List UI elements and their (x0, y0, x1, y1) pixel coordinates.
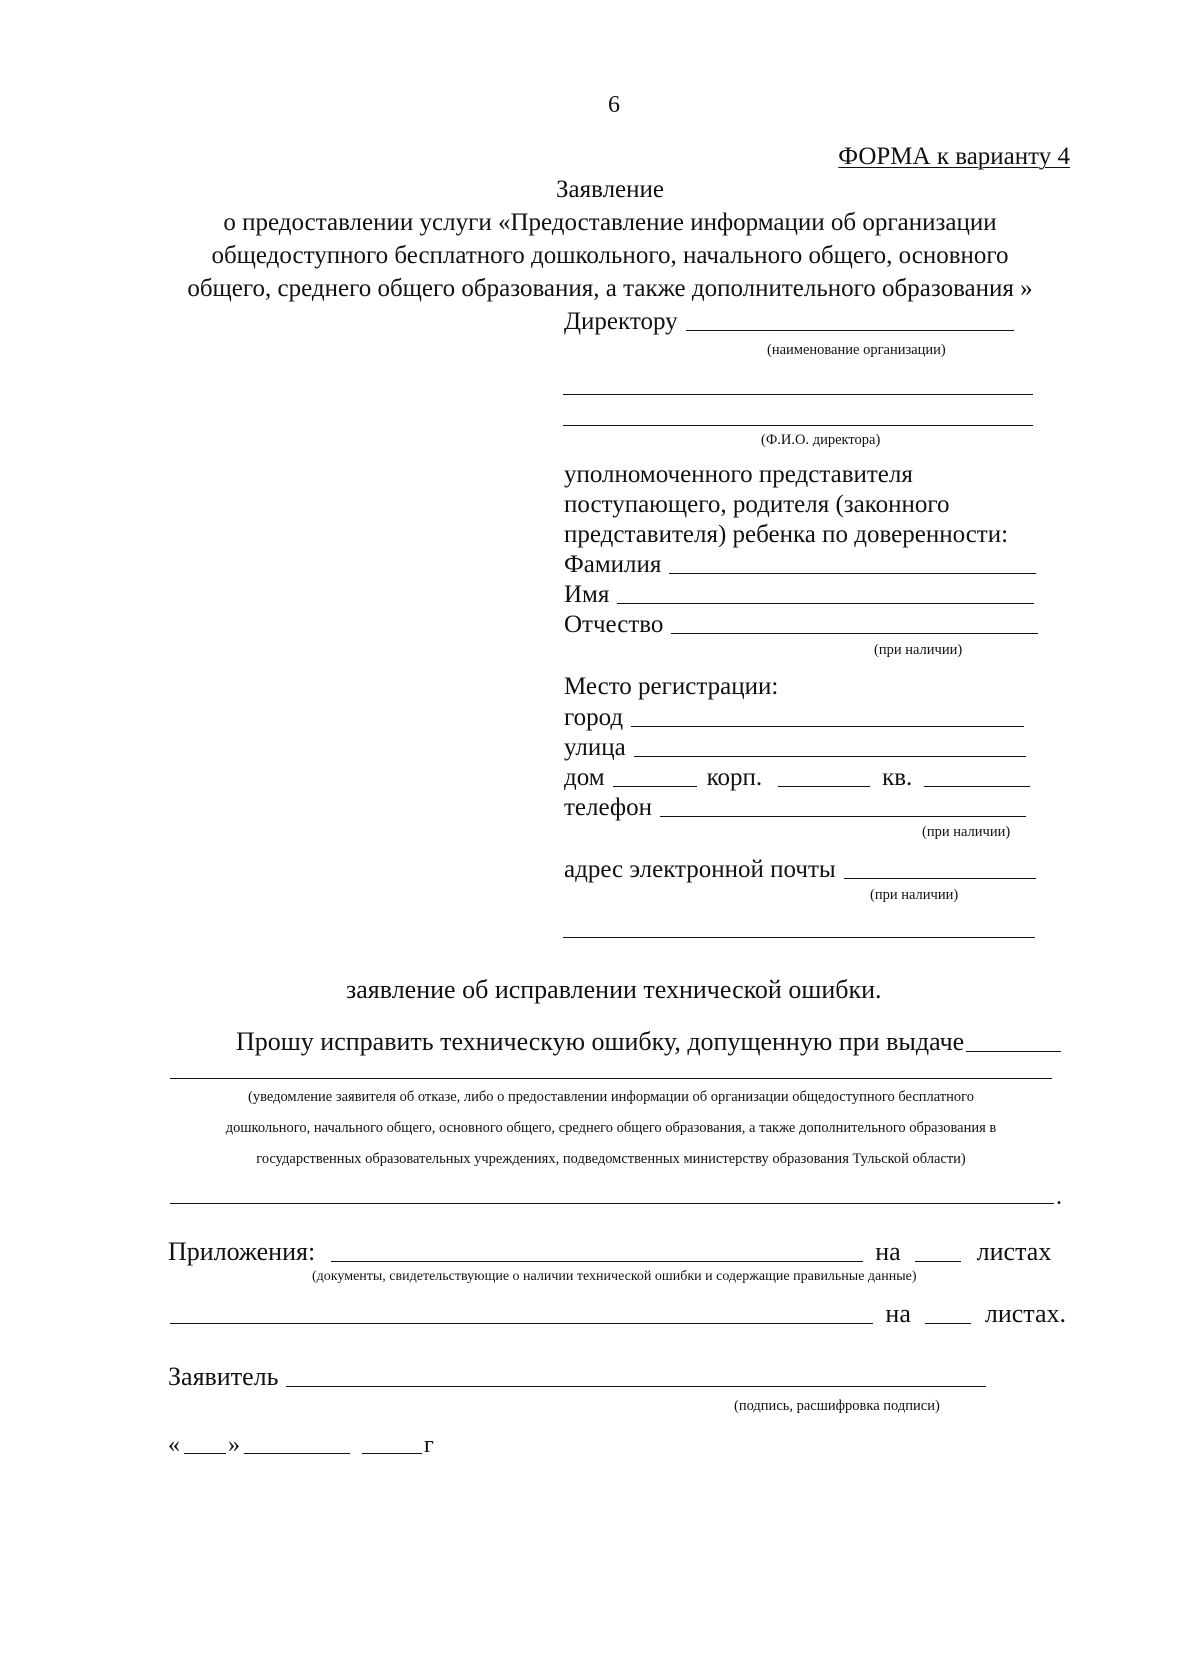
surname-label: Фамилия (564, 551, 662, 578)
email-field[interactable] (844, 878, 1036, 879)
building-field[interactable] (778, 786, 870, 787)
date-year-suffix: г (424, 1432, 434, 1458)
email-row (564, 855, 1036, 885)
registration-label: Место регистрации: (564, 673, 779, 700)
date-day-field[interactable] (184, 1453, 226, 1454)
representative-line-1: уполномоченного представителя (564, 461, 913, 488)
applicant-caption: (подпись, расшифровка подписи) (734, 1398, 940, 1414)
notice-caption-3: государственных образовательных учреждениях, подведомственных министерству образования Тульской области) (256, 1151, 966, 1167)
patronymic-row (564, 610, 1038, 640)
subtitle-line-1: о предоставлении услуги «Предоставление информации об организации (223, 209, 997, 236)
attachments-field[interactable] (331, 1261, 863, 1262)
street-field[interactable] (634, 756, 1026, 757)
attachments-on-label-2: на (885, 1299, 911, 1328)
representative-line-2: поступающего, родителя (законного (564, 491, 950, 518)
attachments-sheets-label: листах (976, 1237, 1052, 1266)
request-line-2[interactable] (170, 1078, 1052, 1079)
request-row (236, 1027, 1061, 1057)
notice-caption-1: (уведомление заявителя об отказе, либо о предоставлении информации об организации общедоступного бесплатного (248, 1089, 974, 1105)
apartment-label: кв. (882, 764, 913, 791)
page-number: 6 (608, 92, 620, 118)
date-close-quote: » (228, 1432, 240, 1458)
request-field[interactable] (966, 1051, 1061, 1052)
phone-caption: (при наличии) (922, 824, 1011, 840)
surname-field[interactable] (669, 573, 1036, 574)
subtitle-line-2: общедоступного бесплатного дошкольного, начального общего, основного (211, 242, 1009, 269)
form-label: ФОРМА к варианту 4 (838, 143, 1070, 170)
attachments-count-field-2[interactable] (925, 1323, 971, 1324)
patronymic-caption: (при наличии) (874, 642, 963, 658)
name-label: Имя (564, 581, 610, 608)
email-caption: (при наличии) (870, 887, 959, 903)
subtitle-line-3: общего, среднего общего образования, а также дополнительного образования » (187, 275, 1033, 302)
attachments-count-field[interactable] (915, 1261, 961, 1262)
surname-row (564, 550, 1036, 580)
director-label: Директору (564, 308, 678, 335)
name-row (564, 580, 1034, 610)
house-row (564, 763, 1030, 793)
attachments-row (168, 1237, 1060, 1267)
statement-heading: заявление об исправлении технической ошибки. (346, 975, 882, 1004)
city-label: город (564, 704, 624, 731)
request-text: Прошу исправить техническую ошибку, допущенную при выдаче (236, 1027, 965, 1056)
extra-line[interactable] (563, 937, 1035, 938)
house-label: дом (564, 764, 605, 791)
attachments-field-2[interactable] (170, 1323, 873, 1324)
name-field[interactable] (617, 603, 1034, 604)
attachments-sheets-label-2: листах. (984, 1299, 1066, 1328)
phone-field[interactable] (660, 816, 1026, 817)
street-row (564, 733, 1026, 763)
attachments-row-2 (170, 1299, 1066, 1329)
patronymic-label: Отчество (564, 611, 664, 638)
building-label: корп. (706, 764, 763, 791)
notice-caption-2: дошкольного, начального общего, основного общего, среднего общего образования, а также дополнительного образования в (225, 1120, 997, 1136)
director-fio-caption: (Ф.И.О. директора) (761, 432, 881, 448)
director-row (564, 307, 1014, 337)
apartment-field[interactable] (924, 786, 1030, 787)
representative-line-3: представителя) ребенка по доверенности: (564, 521, 1009, 548)
city-field[interactable] (631, 726, 1024, 727)
director-fio-line-2[interactable] (563, 425, 1033, 426)
street-label: улица (564, 734, 626, 761)
email-label: адрес электронной почты (564, 856, 836, 883)
notice-line[interactable] (170, 1203, 1054, 1204)
applicant-label: Заявитель (168, 1362, 279, 1391)
date-row (168, 1430, 434, 1460)
applicant-signature-field[interactable] (286, 1386, 986, 1387)
attachments-caption: (документы, свидетельствующие о наличии технической ошибки и содержащие правильные данные) (312, 1269, 917, 1284)
city-row (564, 703, 1024, 733)
phone-label: телефон (564, 794, 652, 821)
org-caption: (наименование организации) (767, 342, 946, 358)
phone-row (564, 793, 1026, 823)
org-name-field[interactable] (686, 330, 1014, 331)
house-field[interactable] (613, 786, 697, 787)
attachments-label: Приложения: (168, 1237, 316, 1266)
patronymic-field[interactable] (671, 633, 1038, 634)
applicant-row (168, 1362, 986, 1392)
director-fio-line-1[interactable] (563, 394, 1033, 395)
attachments-on-label: на (875, 1237, 901, 1266)
date-month-field[interactable] (244, 1453, 350, 1454)
date-open-quote: « (168, 1432, 180, 1458)
date-year-field[interactable] (362, 1453, 422, 1454)
period-mark: . (1056, 1184, 1062, 1210)
document-title: Заявление (555, 176, 665, 203)
